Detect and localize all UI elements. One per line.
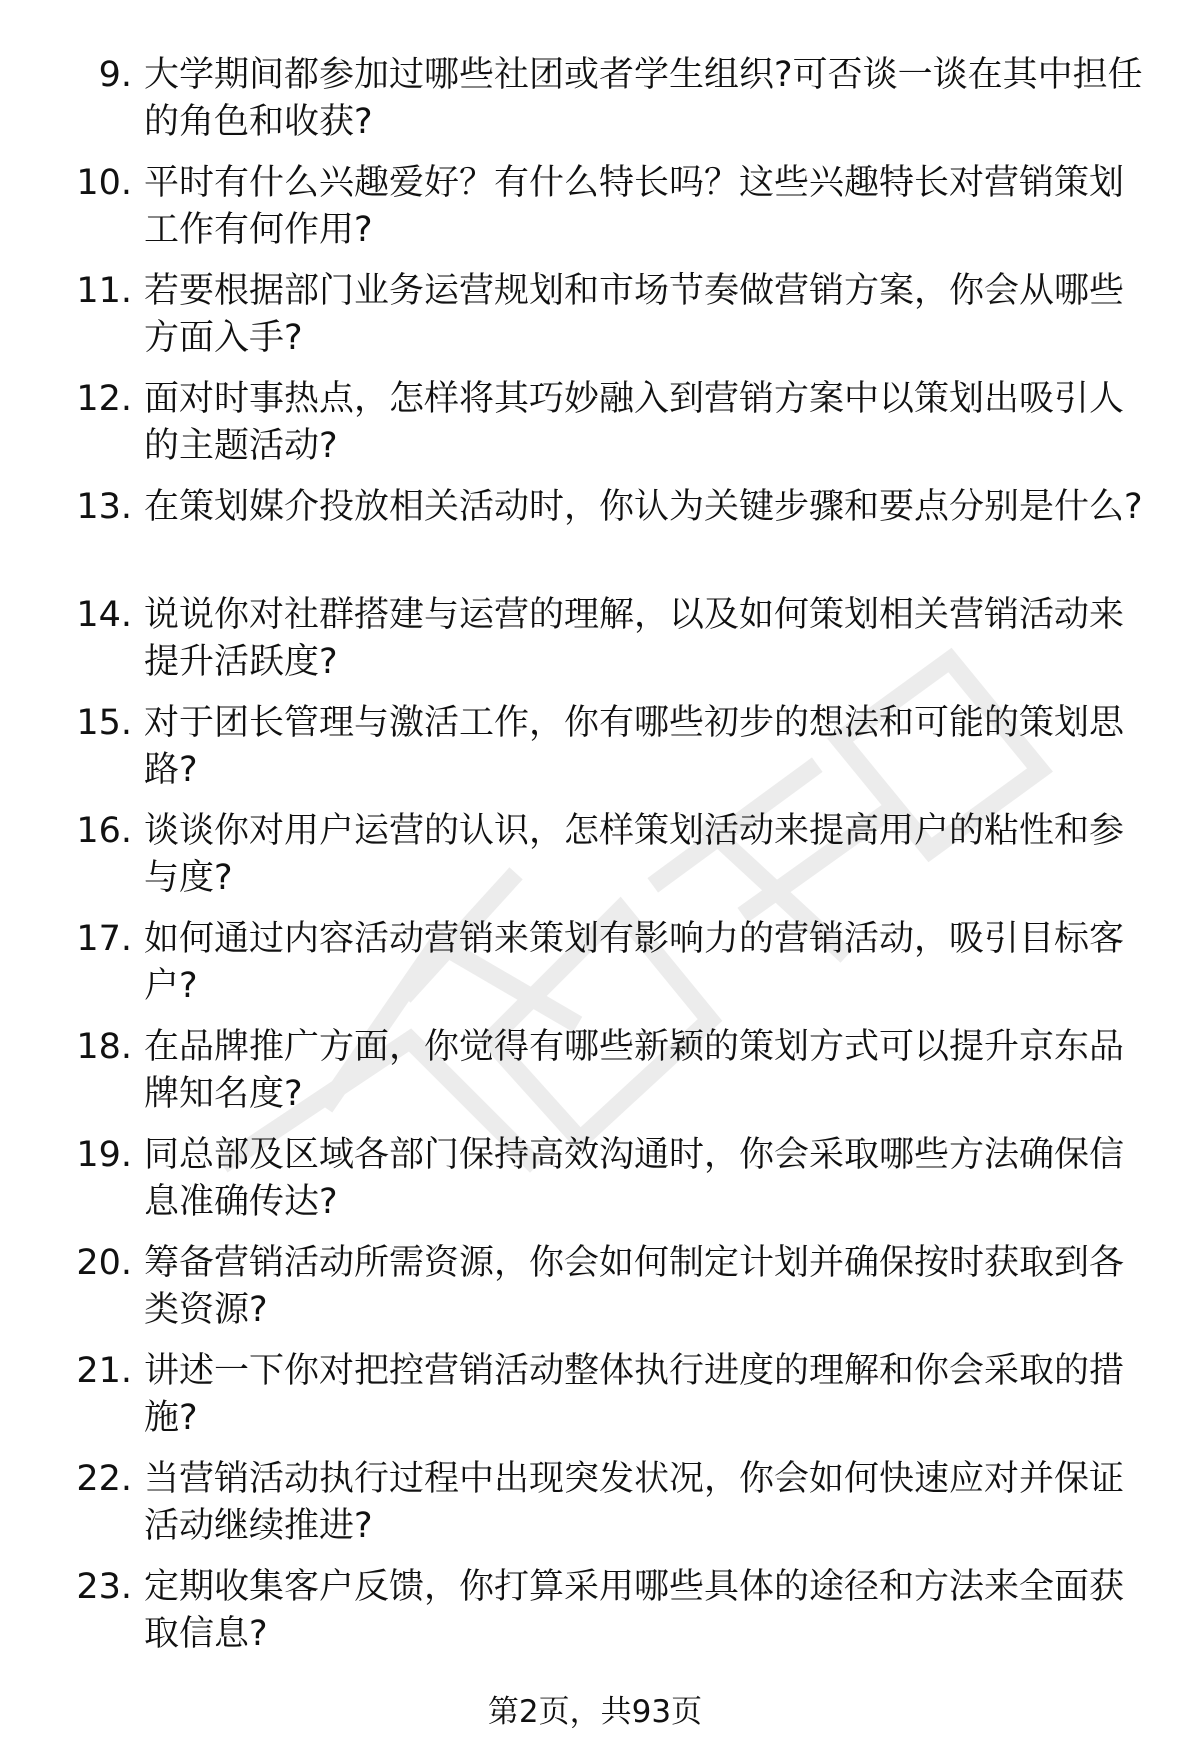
question-text: 如何通过内容活动营销来策划有影响力的营销活动，吸引目标客户? [144,919,1125,1006]
question-item-14 [56,592,1146,700]
question-number: 13. [76,487,132,527]
question-text: 若要根据部门业务运营规划和市场节奏做营销方案，你会从哪些方面入手? [144,271,1125,358]
question-text: 面对时事热点，怎样将其巧妙融入到营销方案中以策划出吸引人的主题活动? [144,379,1125,466]
question-text: 在策划媒介投放相关活动时，你认为关键步骤和要点分别是什么? [144,487,1143,527]
question-text: 筹备营销活动所需资源，你会如何制定计划并确保按时获取到各类资源? [144,1243,1125,1330]
question-number: 11. [76,271,132,311]
question-item-13 [56,484,1146,592]
question-number: 12. [76,379,132,419]
question-text: 大学期间都参加过哪些社团或者学生组织?可否谈一谈在其中担任的角色和收获? [144,55,1143,142]
question-number: 14. [76,595,132,635]
question-text: 对于团长管理与激活工作，你有哪些初步的想法和可能的策划思路? [144,703,1125,790]
page-indicator: 第2页，共93页 [487,1694,703,1730]
question-text: 当营销活动执行过程中出现突发状况，你会如何快速应对并保证活动继续推进? [144,1459,1125,1546]
question-text: 说说你对社群搭建与运营的理解，以及如何策划相关营销活动来提升活跃度? [144,595,1125,682]
question-item-21 [56,1348,1146,1456]
question-text: 定期收集客户反馈，你打算采用哪些具体的途径和方法来全面获取信息? [144,1567,1125,1654]
question-number: 16. [76,811,132,851]
question-item-11 [56,268,1146,376]
question-text: 平时有什么兴趣爱好？有什么特长吗？这些兴趣特长对营销策划工作有何作用? [144,163,1125,250]
question-list [56,52,1146,1672]
question-item-20 [56,1240,1146,1348]
question-item-10 [56,160,1146,268]
question-item-9 [56,52,1146,160]
question-text: 谈谈你对用户运营的认识，怎样策划活动来提高用户的粘性和参与度? [144,811,1125,898]
question-item-15 [56,700,1146,808]
question-number: 19. [76,1135,132,1175]
question-item-16 [56,808,1146,916]
page-footer [0,1692,1190,1732]
question-number: 20. [76,1243,132,1283]
question-item-12 [56,376,1146,484]
question-number: 17. [76,919,132,959]
question-number: 18. [76,1027,132,1067]
question-text: 同总部及区域各部门保持高效沟通时，你会采取哪些方法确保信息准确传达? [144,1135,1125,1222]
question-text: 讲述一下你对把控营销活动整体执行进度的理解和你会采取的措施? [144,1351,1125,1438]
question-number: 23. [76,1567,132,1607]
question-number: 21. [76,1351,132,1391]
question-number: 10. [76,163,132,203]
question-number: 9. [98,55,132,95]
question-item-19 [56,1132,1146,1240]
question-number: 22. [76,1459,132,1499]
question-item-22 [56,1456,1146,1564]
question-item-23 [56,1564,1146,1672]
question-item-17 [56,916,1146,1024]
question-text: 在品牌推广方面，你觉得有哪些新颖的策划方式可以提升京东品牌知名度? [144,1027,1125,1114]
question-number: 15. [76,703,132,743]
question-item-18 [56,1024,1146,1132]
